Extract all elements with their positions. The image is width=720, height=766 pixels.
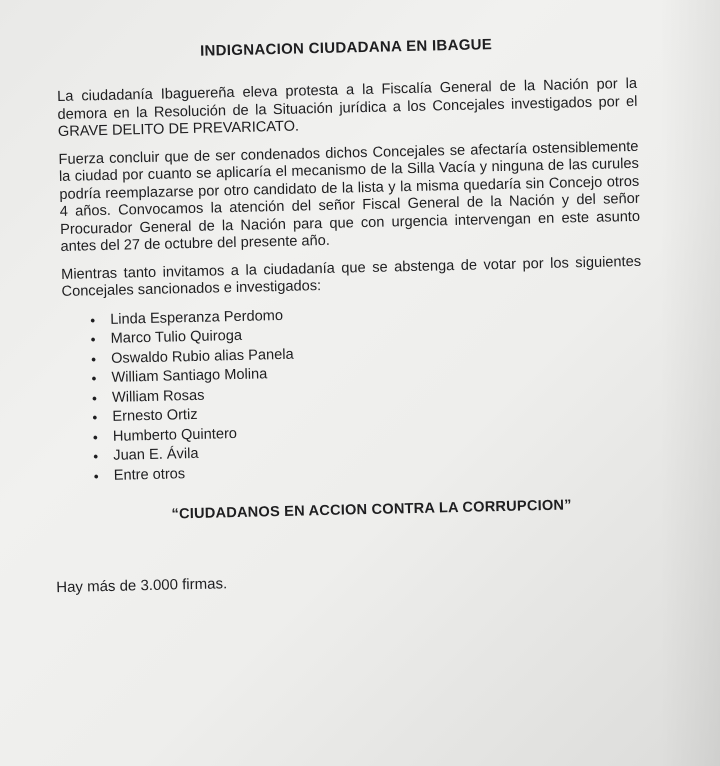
- list-item-text: Entre otros: [113, 465, 186, 484]
- bullet-icon: •: [90, 331, 96, 348]
- list-item-text: William Santiago Molina: [111, 366, 268, 386]
- bullet-icon: •: [90, 311, 96, 328]
- list-item-text: Oswaldo Rubio alias Panela: [110, 346, 294, 367]
- bullet-icon: •: [90, 350, 97, 367]
- list-item-text: Juan E. Ávila: [113, 445, 199, 464]
- slogan: “CIUDADANOS EN ACCION CONTRA LA CORRUPCION”: [171, 497, 572, 523]
- paragraph-argument: Fuerza concluir que de ser condenados dichos Concejales se afectaría ostensiblemente la ciudad por cuanto se aplicaría el mecanismo de la Silla Vacía y ninguna de las curules podría reemplazarse por otro candidato de la lista y la misma quedaría sin Concejo otros 4 años. Convocamos la atención del señor Fiscal General de la Nación y del señor Procurador General de la Nación para que con urgencia intervengan en este asunto antes del 27 de octubre del presente año.: [58, 138, 641, 255]
- bullet-icon: •: [93, 448, 99, 465]
- bullet-icon: •: [91, 389, 98, 406]
- bullet-icon: •: [92, 428, 98, 445]
- concejales-list: [62, 298, 646, 487]
- document-body: [56, 33, 648, 596]
- bullet-icon: •: [91, 370, 97, 387]
- paragraph-invitation: Mientras tanto invitamos a la ciudadanía que se abstenga de votar por los siguientes Concejales sancionados e investigados:: [61, 253, 642, 300]
- bullet-icon: •: [92, 409, 98, 426]
- document-title: INDIGNACION CIUDADANA EN IBAGUE: [199, 36, 493, 60]
- list-item-text: Marco Tulio Quiroga: [110, 327, 243, 347]
- list-item-text: William Rosas: [111, 387, 205, 406]
- bullet-icon: •: [93, 467, 99, 484]
- list-item-text: Ernesto Ortiz: [112, 406, 198, 425]
- paragraph-protest: La ciudadanía Ibaguereña eleva protesta a la Fiscalía General de la Nación por la demora en la Resolución de la Situación jurídica a los Concejales investigados por el GRAVE DELITO DE PREVARICATO.: [56, 75, 638, 140]
- list-item-text: Humberto Quintero: [112, 425, 238, 445]
- signature-count: Hay más de 3.000 firmas.: [56, 575, 228, 597]
- list-item-text: Linda Esperanza Perdomo: [110, 307, 284, 328]
